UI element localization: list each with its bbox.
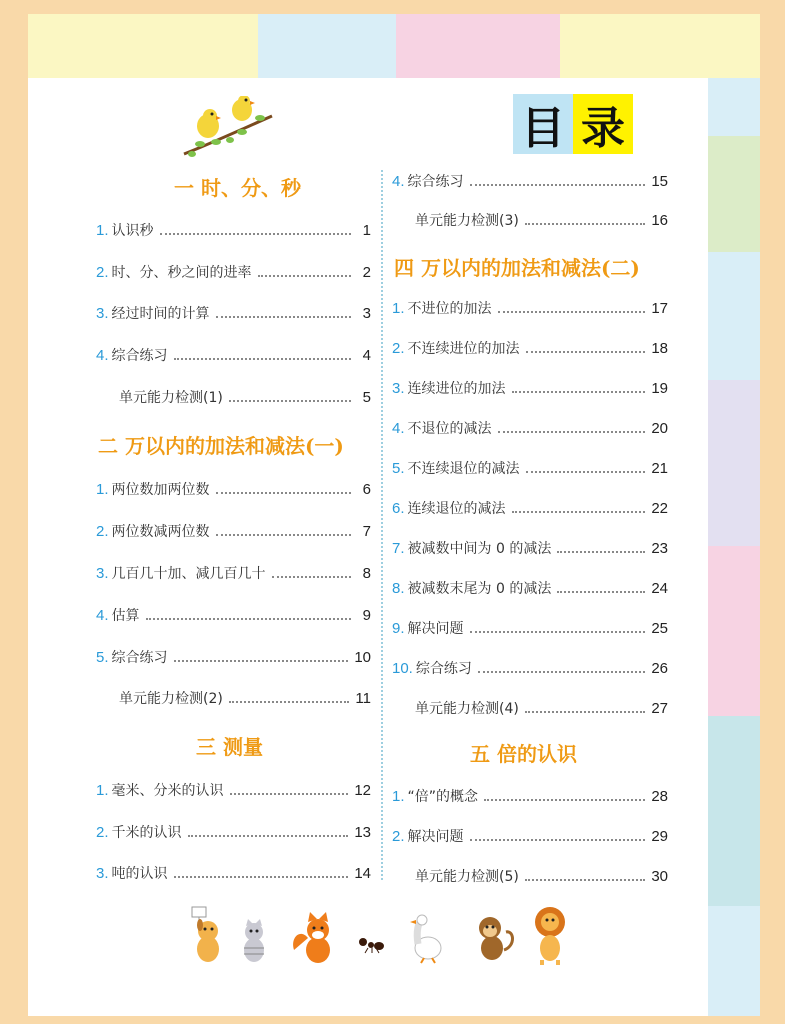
leader-dots [557, 591, 645, 593]
entry-title: 两位数减两位数 [111, 524, 210, 540]
entry-title: 几百几十加、减几百几十 [111, 566, 266, 582]
entry-title: 被减数中间为 0 的减法 [407, 541, 552, 557]
cat-icon [236, 918, 272, 964]
section-heading: 一 时、分、秒 [174, 176, 301, 200]
toc-title [513, 94, 633, 154]
entry-page: 2 [362, 263, 371, 281]
side-tab [708, 906, 760, 1016]
side-tab [708, 136, 760, 252]
leader-dots [470, 839, 646, 841]
entry-page: 13 [354, 823, 371, 841]
entry-page: 6 [362, 480, 371, 498]
entry-number: 4. [392, 172, 405, 190]
entry-number: 3. [392, 379, 405, 397]
fox-icon [288, 910, 342, 966]
side-tab [708, 252, 760, 380]
entry-page: 25 [651, 619, 668, 637]
toc-entry[interactable] [412, 866, 668, 886]
birds-on-branch-icon [180, 96, 275, 161]
toc-entry[interactable] [392, 458, 668, 478]
entry-title: 综合练习 [407, 174, 464, 190]
toc-entry[interactable] [392, 171, 668, 191]
leader-dots [512, 511, 646, 513]
toc-entry[interactable] [392, 618, 668, 638]
entry-page: 4 [362, 346, 371, 364]
entry-page: 17 [651, 299, 668, 317]
monkey-icon [466, 910, 516, 964]
entry-page: 26 [651, 659, 668, 677]
section-heading: 四 万以内的加法和减法(二) [394, 256, 640, 280]
toc-entry[interactable] [392, 338, 668, 358]
toc-entry[interactable] [96, 605, 371, 625]
entry-number: 2. [96, 823, 109, 841]
toc-entry[interactable] [96, 780, 371, 800]
entry-title: 时、分、秒之间的进率 [111, 265, 252, 281]
entry-title: 综合练习 [111, 348, 168, 364]
goose-icon [408, 914, 444, 964]
leader-dots [229, 400, 351, 402]
leader-dots [498, 431, 646, 433]
leader-dots [230, 793, 349, 795]
toc-entry[interactable] [392, 826, 668, 846]
entry-title: 被减数末尾为 0 的减法 [407, 581, 552, 597]
entry-number: 2. [392, 827, 405, 845]
entry-page: 11 [355, 689, 371, 707]
toc-entry[interactable] [96, 345, 371, 365]
section-heading: 二 万以内的加法和减法(一) [98, 434, 344, 458]
leader-dots [526, 471, 646, 473]
entry-page: 14 [354, 864, 371, 882]
entry-number: 7. [392, 539, 405, 557]
entry-number: 2. [96, 522, 109, 540]
leader-dots [188, 835, 349, 837]
entry-number: 4. [392, 419, 405, 437]
entry-number: 3. [96, 864, 109, 882]
entry-number: 1. [96, 221, 109, 239]
entry-page: 5 [362, 388, 371, 406]
entry-page: 23 [651, 539, 668, 557]
entry-title: 毫米、分米的认识 [111, 783, 224, 799]
leader-dots [498, 311, 646, 313]
entry-page: 3 [362, 304, 371, 322]
toc-entry[interactable] [96, 647, 371, 667]
entry-number: 10. [392, 659, 413, 677]
entry-page: 20 [651, 419, 668, 437]
leader-dots [478, 671, 645, 673]
entry-title: 综合练习 [111, 650, 168, 666]
lion-icon [530, 906, 570, 966]
entry-number: 2. [392, 339, 405, 357]
dog-icon [186, 905, 226, 967]
entry-number: 4. [96, 606, 109, 624]
entry-page: 29 [651, 827, 668, 845]
entry-number: 1. [392, 787, 405, 805]
entry-title: 解决问题 [407, 829, 464, 845]
entry-title: 不连续退位的减法 [407, 461, 520, 477]
leader-dots [484, 799, 645, 801]
toc-entry[interactable] [96, 563, 371, 583]
leader-dots [470, 631, 646, 633]
entry-number: 3. [96, 304, 109, 322]
entry-number: 9. [392, 619, 405, 637]
entry-title: 两位数加两位数 [111, 482, 210, 498]
entry-number: 2. [96, 263, 109, 281]
entry-title: 单元能力检测(4) [415, 701, 519, 717]
leader-dots [174, 876, 349, 878]
entry-page: 7 [362, 522, 371, 540]
entry-page: 21 [651, 459, 668, 477]
entry-title: 千米的认识 [111, 825, 182, 841]
entry-title: 单元能力检测(5) [415, 869, 519, 885]
leader-dots [229, 701, 350, 703]
toc-entry[interactable] [392, 786, 668, 806]
entry-number: 4. [96, 346, 109, 364]
leader-dots [525, 879, 645, 881]
leader-dots [258, 275, 351, 277]
column-divider [381, 170, 383, 880]
toc-entry[interactable] [392, 658, 668, 678]
header-band-yellow [28, 14, 258, 78]
leader-dots [525, 223, 645, 225]
toc-entry[interactable] [116, 688, 371, 708]
ant-icon [358, 934, 384, 954]
entry-title: 估算 [111, 608, 140, 624]
entry-page: 18 [651, 339, 668, 357]
section-heading: 五 倍的认识 [470, 742, 577, 766]
side-tab [708, 716, 760, 906]
toc-entry[interactable] [392, 538, 668, 558]
entry-title: 认识秒 [111, 223, 154, 239]
entry-page: 8 [362, 564, 371, 582]
toc-entry[interactable] [96, 262, 371, 282]
entry-title: 不退位的减法 [407, 421, 492, 437]
leader-dots [216, 534, 351, 536]
toc-entry[interactable] [412, 210, 668, 230]
leader-dots [174, 358, 351, 360]
toc-entry[interactable] [116, 387, 371, 407]
entry-page: 28 [651, 787, 668, 805]
entry-page: 27 [651, 699, 668, 717]
entry-page: 12 [354, 781, 371, 799]
side-tab [708, 78, 760, 136]
side-tabs [708, 78, 760, 1016]
leader-dots [526, 351, 646, 353]
entry-number: 1. [96, 480, 109, 498]
entry-number: 1. [392, 299, 405, 317]
header-band-yellow-right [560, 14, 760, 78]
entry-number: 5. [392, 459, 405, 477]
toc-entry[interactable] [392, 578, 668, 598]
entry-page: 19 [651, 379, 668, 397]
entry-title: 综合练习 [415, 661, 472, 677]
header-band-pink [396, 14, 560, 78]
leader-dots [557, 551, 645, 553]
toc-entry[interactable] [392, 378, 668, 398]
entry-page: 10 [354, 648, 371, 666]
entry-page: 1 [362, 221, 371, 239]
entry-number: 1. [96, 781, 109, 799]
entry-title: 吨的认识 [111, 866, 168, 882]
toc-entry[interactable] [96, 479, 371, 499]
toc-entry[interactable] [96, 220, 371, 240]
entry-number: 6. [392, 499, 405, 517]
entry-page: 24 [651, 579, 668, 597]
leader-dots [512, 391, 646, 393]
entry-title: “倍”的概念 [407, 789, 479, 805]
entry-page: 30 [651, 867, 668, 885]
leader-dots [174, 660, 349, 662]
section-heading: 三 测量 [196, 735, 263, 759]
entry-page: 15 [651, 172, 668, 190]
entry-page: 16 [651, 211, 668, 229]
entry-number: 3. [96, 564, 109, 582]
entry-title: 解决问题 [407, 621, 464, 637]
entry-number: 5. [96, 648, 109, 666]
header-band-blue [258, 14, 396, 78]
entry-title: 不进位的加法 [407, 301, 492, 317]
title-char-1: 目 [513, 94, 573, 154]
entry-title: 连续退位的减法 [407, 501, 506, 517]
toc-entry[interactable] [96, 521, 371, 541]
toc-entry[interactable] [392, 498, 668, 518]
entry-title: 经过时间的计算 [111, 306, 210, 322]
side-tab [708, 546, 760, 716]
entry-title: 单元能力检测(1) [119, 390, 223, 406]
side-tab [708, 380, 760, 546]
leader-dots [272, 576, 351, 578]
entry-page: 9 [362, 606, 371, 624]
leader-dots [216, 492, 351, 494]
leader-dots [146, 618, 351, 620]
toc-entry[interactable] [96, 303, 371, 323]
title-char-2: 录 [573, 94, 633, 154]
toc-entry[interactable] [392, 418, 668, 438]
entry-page: 22 [651, 499, 668, 517]
leader-dots [216, 316, 351, 318]
entry-title: 不连续进位的加法 [407, 341, 520, 357]
toc-entry[interactable] [392, 298, 668, 318]
leader-dots [525, 711, 645, 713]
entry-title: 单元能力检测(2) [119, 691, 223, 707]
leader-dots [160, 233, 351, 235]
entry-number: 8. [392, 579, 405, 597]
entry-title: 连续进位的加法 [407, 381, 506, 397]
toc-entry[interactable] [412, 698, 668, 718]
leader-dots [470, 184, 646, 186]
toc-entry[interactable] [96, 863, 371, 883]
toc-entry[interactable] [96, 822, 371, 842]
entry-title: 单元能力检测(3) [415, 213, 519, 229]
